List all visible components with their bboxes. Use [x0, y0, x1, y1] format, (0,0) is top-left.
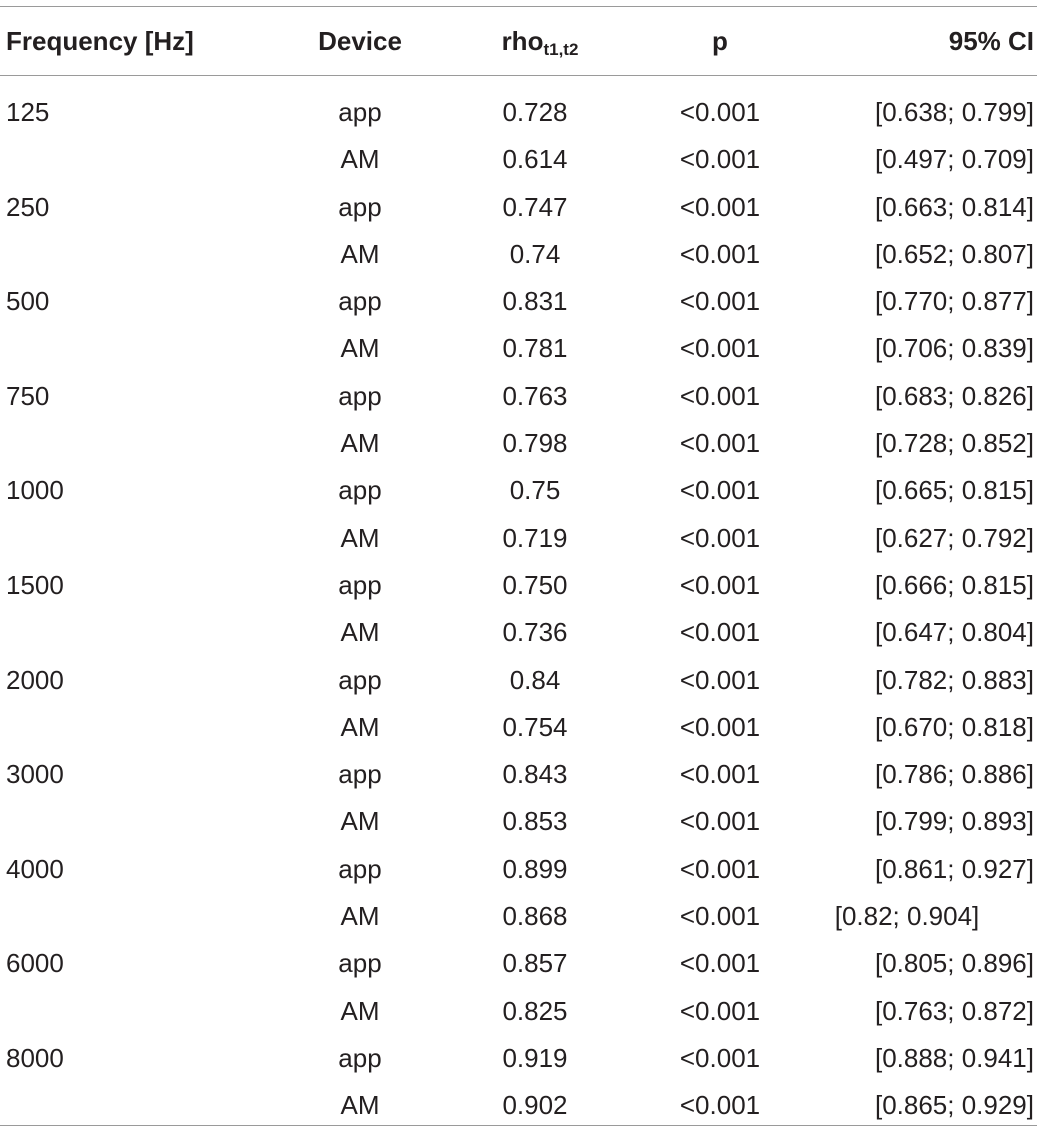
cell-ci: [0.706; 0.839] [874, 333, 1034, 364]
cell-device: AM [340, 711, 380, 742]
table-row [0, 325, 1039, 372]
header-frequency: Frequency [Hz] [6, 26, 194, 56]
cell-rho: 0.781 [502, 333, 568, 364]
cell-frequency: 8000 [6, 1042, 64, 1073]
cell-p: <0.001 [679, 948, 761, 979]
table-row [0, 278, 1039, 325]
cell-device: AM [340, 238, 380, 269]
cell-rho: 0.728 [502, 97, 568, 127]
table-row [0, 704, 1039, 751]
table-row [0, 420, 1039, 467]
cell-ci: [0.865; 0.929] [874, 1090, 1034, 1121]
cell-frequency: 2000 [6, 664, 64, 695]
table-row [0, 893, 1039, 940]
cell-frequency: 125 [6, 97, 50, 127]
cell-ci: [0.627; 0.792] [874, 522, 1034, 553]
cell-rho: 0.754 [502, 711, 568, 742]
table-row [0, 1035, 1039, 1082]
cell-device: app [338, 664, 382, 695]
cell-device: AM [340, 428, 380, 459]
table-row [0, 657, 1039, 704]
cell-ci: [0.728; 0.852] [874, 428, 1034, 459]
header-ci: 95% CI [948, 26, 1034, 56]
table-row [0, 846, 1039, 893]
cell-frequency: 4000 [6, 853, 64, 884]
cell-frequency: 1500 [6, 569, 64, 600]
table-row [0, 373, 1039, 420]
cell-p: <0.001 [679, 806, 761, 837]
cell-rho: 0.899 [502, 853, 568, 884]
header-rho-subscript: t1,t2 [543, 40, 579, 59]
cell-rho: 0.736 [502, 617, 568, 648]
cell-ci: [0.888; 0.941] [874, 1042, 1034, 1073]
cell-ci: [0.770; 0.877] [874, 286, 1034, 317]
table-row [0, 562, 1039, 609]
cell-device: app [338, 191, 382, 222]
cell-ci: [0.683; 0.826] [874, 380, 1034, 411]
cell-frequency: 6000 [6, 948, 64, 979]
cell-device: AM [340, 1090, 380, 1121]
cell-ci: [0.666; 0.815] [874, 569, 1034, 600]
cell-device: AM [340, 995, 380, 1026]
cell-rho: 0.74 [509, 238, 561, 269]
cell-ci: [0.638; 0.799] [874, 97, 1034, 127]
cell-p: <0.001 [679, 664, 761, 695]
cell-p: <0.001 [679, 97, 761, 127]
cell-p: <0.001 [679, 1042, 761, 1073]
cell-p: <0.001 [679, 1090, 761, 1121]
cell-ci: [0.782; 0.883] [874, 664, 1034, 695]
cell-device: AM [340, 806, 380, 837]
cell-device: app [338, 759, 382, 790]
header-p: p [712, 26, 728, 56]
cell-ci: [0.665; 0.815] [874, 475, 1034, 506]
table-bottom-rule [0, 1125, 1037, 1126]
cell-rho: 0.747 [502, 191, 568, 222]
cell-p: <0.001 [679, 144, 761, 175]
cell-rho: 0.843 [502, 759, 568, 790]
cell-ci: [0.799; 0.893] [874, 806, 1034, 837]
cell-device: AM [340, 144, 380, 175]
cell-p: <0.001 [679, 522, 761, 553]
table-header [0, 7, 1039, 75]
table-row [0, 136, 1039, 183]
cell-device: app [338, 475, 382, 506]
cell-rho: 0.750 [502, 569, 568, 600]
cell-device: app [338, 97, 382, 127]
cell-p: <0.001 [679, 333, 761, 364]
table-row [0, 515, 1039, 562]
cell-frequency: 1000 [6, 475, 64, 506]
cell-rho: 0.853 [502, 806, 568, 837]
table-row [0, 89, 1039, 136]
cell-ci: [0.647; 0.804] [874, 617, 1034, 648]
cell-rho: 0.763 [502, 380, 568, 411]
cell-rho: 0.857 [502, 948, 568, 979]
cell-p: <0.001 [679, 380, 761, 411]
cell-device: app [338, 569, 382, 600]
cell-rho: 0.902 [502, 1090, 568, 1121]
cell-ci: [0.652; 0.807] [874, 238, 1034, 269]
header-rho [440, 7, 640, 75]
cell-p: <0.001 [679, 617, 761, 648]
cell-rho: 0.868 [502, 901, 568, 932]
cell-rho: 0.614 [502, 144, 568, 175]
table-row [0, 751, 1039, 798]
table-body [0, 89, 1039, 1130]
cell-rho: 0.75 [509, 475, 561, 506]
cell-device: AM [340, 617, 380, 648]
header-rho-main: rho [501, 26, 544, 56]
cell-ci: [0.663; 0.814] [874, 191, 1034, 222]
cell-p: <0.001 [679, 428, 761, 459]
header-device: Device [318, 26, 402, 56]
table-row [0, 609, 1039, 656]
cell-ci: [0.670; 0.818] [874, 711, 1034, 742]
cell-device: app [338, 853, 382, 884]
cell-device: AM [340, 901, 380, 932]
table-row [0, 231, 1039, 278]
cell-device: AM [340, 522, 380, 553]
cell-ci: [0.763; 0.872] [874, 995, 1034, 1026]
cell-device: app [338, 948, 382, 979]
cell-rho: 0.831 [502, 286, 568, 317]
cell-ci: [0.786; 0.886] [874, 759, 1034, 790]
cell-device: AM [340, 333, 380, 364]
cell-ci: [0.82; 0.904] [834, 901, 980, 932]
cell-p: <0.001 [679, 853, 761, 884]
cell-p: <0.001 [679, 569, 761, 600]
table-row [0, 1082, 1039, 1129]
cell-rho: 0.84 [509, 664, 561, 695]
table-row [0, 988, 1039, 1035]
cell-p: <0.001 [679, 286, 761, 317]
cell-frequency: 500 [6, 286, 50, 317]
table-row [0, 798, 1039, 845]
cell-p: <0.001 [679, 759, 761, 790]
cell-ci: [0.805; 0.896] [874, 948, 1034, 979]
table-row [0, 467, 1039, 514]
cell-rho: 0.825 [502, 995, 568, 1026]
table-row [0, 184, 1039, 231]
cell-rho: 0.719 [502, 522, 568, 553]
cell-p: <0.001 [679, 191, 761, 222]
cell-ci: [0.861; 0.927] [874, 853, 1034, 884]
cell-p: <0.001 [679, 901, 761, 932]
cell-device: app [338, 380, 382, 411]
cell-p: <0.001 [679, 995, 761, 1026]
cell-device: app [338, 1042, 382, 1073]
cell-frequency: 750 [6, 380, 50, 411]
cell-rho: 0.919 [502, 1042, 568, 1073]
cell-ci: [0.497; 0.709] [874, 144, 1034, 175]
cell-p: <0.001 [679, 238, 761, 269]
cell-device: app [338, 286, 382, 317]
table-header-rule [0, 75, 1037, 76]
cell-frequency: 3000 [6, 759, 64, 790]
cell-p: <0.001 [679, 475, 761, 506]
cell-p: <0.001 [679, 711, 761, 742]
cell-frequency: 250 [6, 191, 50, 222]
cell-rho: 0.798 [502, 428, 568, 459]
table-row [0, 940, 1039, 987]
